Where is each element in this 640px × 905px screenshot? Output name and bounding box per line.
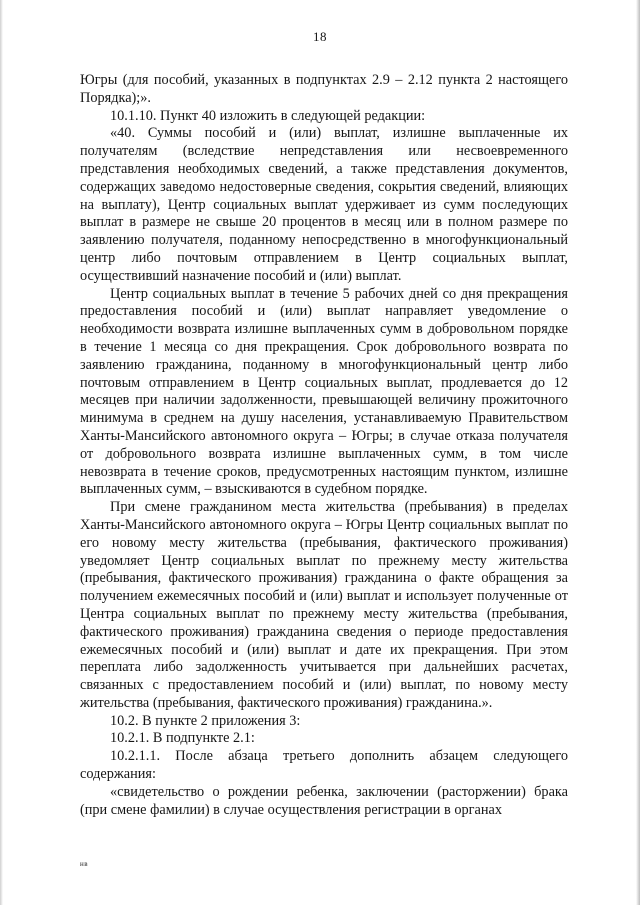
paragraph-item-10-1-10: 10.1.10. Пункт 40 изложить в следующей редакции:	[110, 107, 426, 124]
paragraph-item-10-2-1-1: 10.2.1.1. После абзаца третьего дополнить абзацем следующего содержания:	[80, 748, 568, 783]
paragraph-item-10-2-1: 10.2.1. В подпункте 2.1:	[110, 730, 255, 747]
paragraph-continuation: Югры (для пособий, указанных в подпунктах 2.9 – 2.12 пункта 2 настоящего Порядка);».	[80, 72, 568, 106]
paragraph-refund-notice: Центр социальных выплат в течение 5 рабочих дней со дня прекращения предоставления пособий и (или) выплат направляет уведомление о необходимости возврата излишне выплаченных сумм в добровольном порядке в течение 1 месяца со дня прекращения. Срок добровольного возврата по заявлению гражданина, поданному в многофункциональный центр либо почтовым отправлением в Центр социальных выплат, продлевается до 12 месяцев при наличии задолженности, превышающей величину прожиточного минимума в среднем на душу населения, устанавливаемую Правительством Ханты-Мансийского автономного округа – Югры; в случае отказа получателя от добровольного возврата излишне выплаченных сумм, в том числе невозврата в течение сроков, предусмотренных настоящим пунктом, излишне выплаченных сумм, – взыскиваются в судебном порядке.	[80, 285, 568, 498]
scan-edge-right	[636, 0, 640, 905]
paragraph-clause-40: «40. Суммы пособий и (или) выплат, излишне выплаченные их получателям (вследствие непредставления или несвоевременного представления необходимых сведений, а также представления документов, содержащих заведомо недостоверные сведения, сокрытия сведений, влияющих на выплату), Центр социальных выплат удерживает из сумм последующих выплат в размере не свыше 20 процентов в месяц или в полном размере по заявлению получателя, поданному непосредственно в многофункциональный центр либо почтовым отправлением в Центр социальных выплат, осуществивший назначение пособий и (или) выплат.	[80, 125, 568, 284]
paragraph-item-10-2: 10.2. В пункте 2 приложения 3:	[110, 712, 301, 729]
scan-edge-left	[0, 0, 3, 905]
page-number: 18	[313, 29, 327, 44]
footer-code: нв	[80, 860, 89, 868]
document-body	[80, 72, 568, 819]
paragraph-residence-change: При смене гражданином места жительства (пребывания) в пределах Ханты-Мансийского автономного округа – Югры Центр социальных выплат по его новому месту жительства (пребывания, фактического проживания) уведомляет Центр социальных выплат по прежнему месту жительства (пребывания, фактического проживания) гражданина о факте обращения за получением ежемесячных пособий и (или) выплат и использует полученные от Центра социальных выплат по прежнему месту жительства (пребывания, фактического проживания) гражданина сведения о периоде предоставления ежемесячных пособий и (или) выплат и дате их прекращения. При этом переплата либо задолженность учитывается при дальнейших расчетах, связанных с предоставлением пособий и (или) выплат, по новому месту жительства (пребывания, фактического проживания) гражданина.».	[80, 499, 568, 711]
paragraph-birth-certificate: «свидетельство о рождении ребенка, заключении (расторжении) брака (при смене фамилии) в случае осуществления регистрации в органах	[80, 783, 568, 818]
